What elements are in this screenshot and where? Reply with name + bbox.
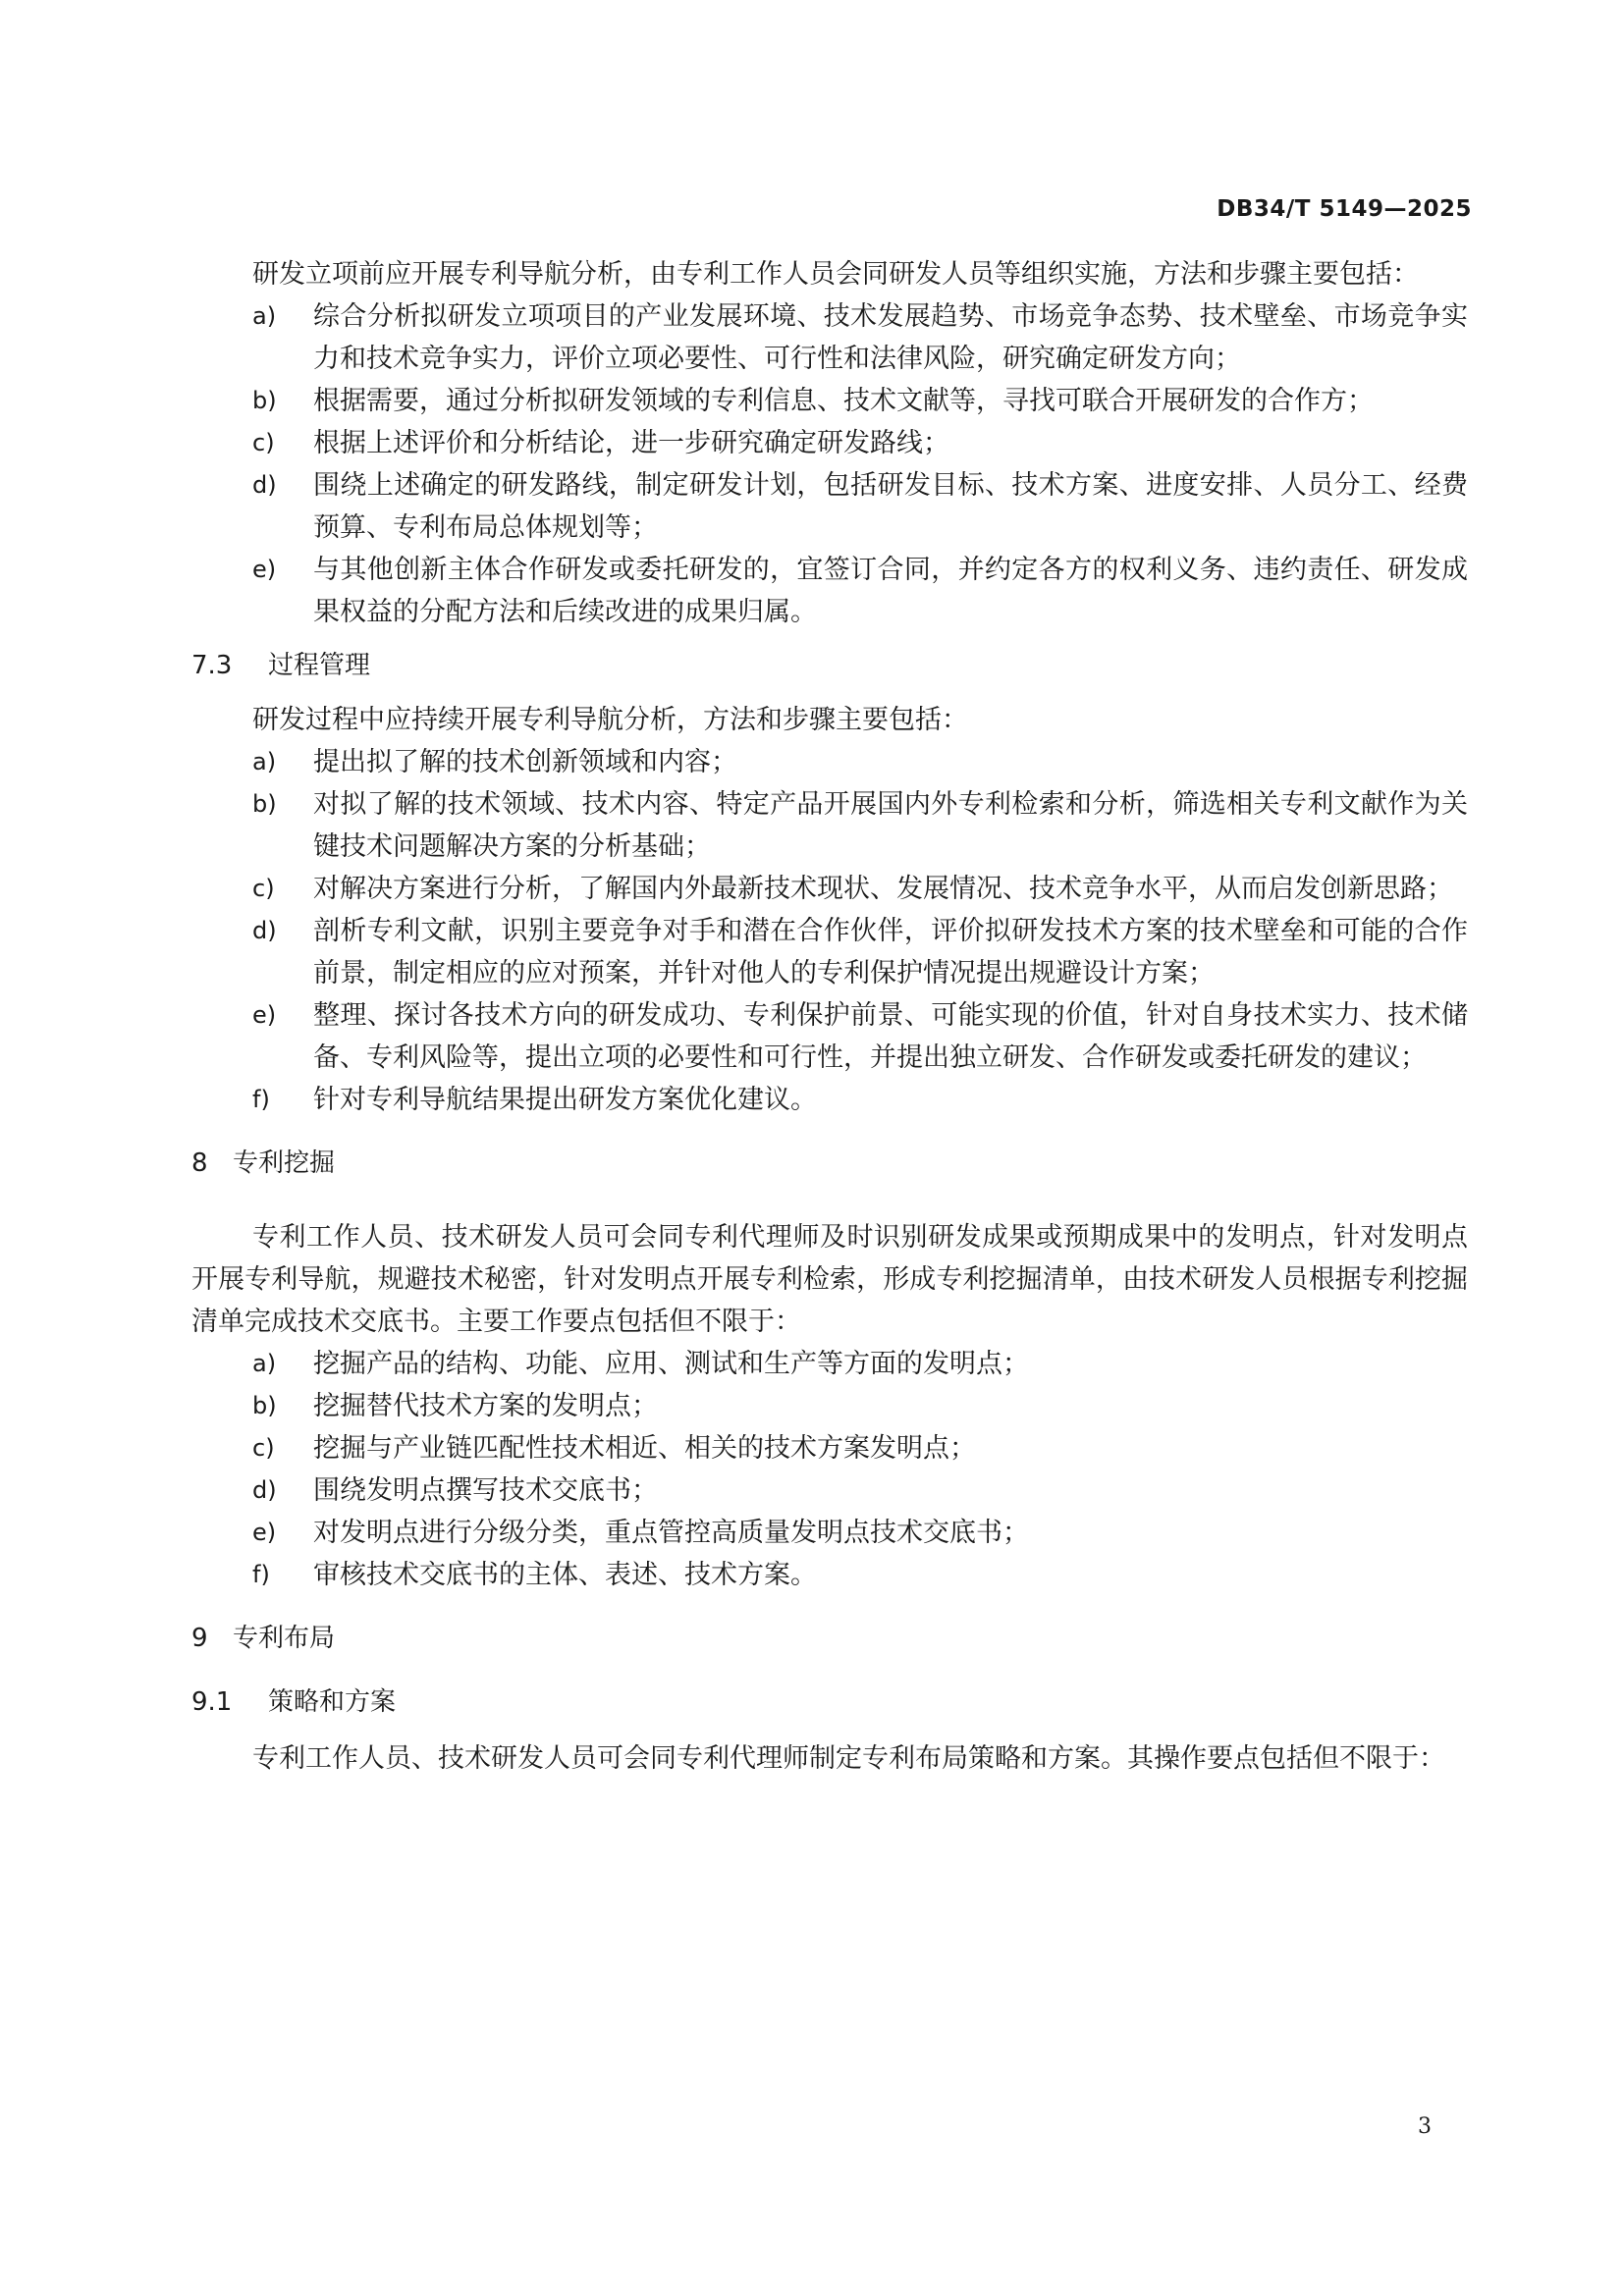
section-number: 9 xyxy=(191,1624,208,1653)
list-item xyxy=(191,868,1468,910)
list-item xyxy=(191,422,1468,464)
list xyxy=(191,741,1468,1121)
list-item xyxy=(191,295,1468,380)
list-item-text: 提出拟了解的技术创新领域和内容； xyxy=(313,747,737,777)
list-item-label: c) xyxy=(252,429,275,456)
list-item xyxy=(191,1385,1468,1427)
list-item-label: e) xyxy=(252,1001,277,1029)
list-item xyxy=(191,1512,1468,1554)
list-item-text: 挖掘与产业链匹配性技术相近、相关的技术方案发明点； xyxy=(313,1433,976,1464)
section-title: 专利布局 xyxy=(233,1624,336,1653)
list-item-text: 综合分析拟研发立项项目的产业发展环境、技术发展趋势、市场竞争态势、技术壁垒、市场竞争实力和技术竞争实力，评价立项必要性、可行性和法律风险，研究确定研发方向； xyxy=(313,301,1468,374)
list-item-text: 整理、探讨各技术方向的研发成功、专利保护前景、可能实现的价值，针对自身技术实力、技术储备、专利风险等，提出立项的必要性和可行性，并提出独立研发、合作研发或委托研发的建议； xyxy=(313,1000,1468,1073)
list-item-label: a) xyxy=(252,302,277,330)
list-item xyxy=(191,994,1468,1079)
list-item-text: 与其他创新主体合作研发或委托研发的，宜签订合同，并约定各方的权利义务、违约责任、研发成果权益的分配方法和后续改进的成果归属。 xyxy=(313,555,1468,627)
section-title: 策略和方案 xyxy=(268,1687,397,1717)
list-item-text: 针对专利导航结果提出研发方案优化建议。 xyxy=(313,1085,817,1115)
list xyxy=(191,1343,1468,1596)
paragraph: 专利工作人员、技术研发人员可会同专利代理师及时识别研发成果或预期成果中的发明点，针对发明点开展专利导航，规避技术秘密，针对发明点开展专利检索，形成专利挖掘清单，由技术研发人员根据专利挖掘清单完成技术交底书。主要工作要点包括但不限于： xyxy=(191,1222,1468,1337)
list-item-text: 审核技术交底书的主体、表述、技术方案。 xyxy=(313,1560,817,1590)
list-item-label: d) xyxy=(252,471,277,499)
list-item-text: 对解决方案进行分析，了解国内外最新技术现状、发展情况、技术竞争水平，从而启发创新思路； xyxy=(313,874,1453,904)
paragraph: 专利工作人员、技术研发人员可会同专利代理师制定专利布局策略和方案。其操作要点包括但不限于： xyxy=(252,1743,1445,1774)
list-item xyxy=(191,464,1468,549)
list-item-text: 根据上述评价和分析结论，进一步研究确定研发路线； xyxy=(313,428,949,458)
section-heading xyxy=(191,1618,1468,1660)
list-item xyxy=(191,1427,1468,1469)
document-code: DB34/T 5149—2025 xyxy=(1217,196,1472,222)
list-item-label: d) xyxy=(252,1476,277,1504)
list-item xyxy=(191,783,1468,868)
section-heading xyxy=(191,1143,1468,1185)
list-item-text: 对拟了解的技术领域、技术内容、特定产品开展国内外专利检索和分析，筛选相关专利文献作为关键技术问题解决方案的分析基础； xyxy=(313,789,1468,862)
section-title: 过程管理 xyxy=(268,651,371,680)
list-item-label: a) xyxy=(252,748,277,775)
list-item-label: b) xyxy=(252,1392,277,1419)
list-item xyxy=(191,380,1468,422)
list-item-label: b) xyxy=(252,387,277,414)
section-number: 7.3 xyxy=(191,651,233,680)
document-body xyxy=(191,253,1468,1780)
list-item xyxy=(191,1469,1468,1512)
list-item-label: c) xyxy=(252,1434,275,1462)
list-item xyxy=(191,1079,1468,1121)
paragraph: 研发过程中应持续开展专利导航分析，方法和步骤主要包括： xyxy=(252,705,968,735)
list-item xyxy=(191,549,1468,633)
list-item-text: 对发明点进行分级分类，重点管控高质量发明点技术交底书； xyxy=(313,1518,1029,1548)
list-item-label: f) xyxy=(252,1561,270,1588)
list-item-text: 根据需要，通过分析拟研发领域的专利信息、技术文献等，寻找可联合开展研发的合作方； xyxy=(313,386,1374,416)
section-number: 9.1 xyxy=(191,1687,233,1717)
list-item-text: 围绕上述确定的研发路线，制定研发计划，包括研发目标、技术方案、进度安排、人员分工、经费预算、专利布局总体规划等； xyxy=(313,470,1468,543)
list-item-label: a) xyxy=(252,1350,277,1377)
list-item-label: b) xyxy=(252,790,277,818)
list-item xyxy=(191,910,1468,994)
list-item-text: 挖掘产品的结构、功能、应用、测试和生产等方面的发明点； xyxy=(313,1349,1029,1379)
list-item xyxy=(191,741,1468,783)
list-item xyxy=(191,1554,1468,1596)
section-number: 8 xyxy=(191,1148,208,1178)
list-item-text: 围绕发明点撰写技术交底书； xyxy=(313,1475,658,1506)
list-item-label: e) xyxy=(252,1519,277,1546)
list-item-label: d) xyxy=(252,917,277,944)
list-item-label: f) xyxy=(252,1086,270,1113)
list xyxy=(191,295,1468,633)
list-item-text: 挖掘替代技术方案的发明点； xyxy=(313,1391,658,1421)
list-item xyxy=(191,1343,1468,1385)
list-item-label: e) xyxy=(252,556,277,583)
section-title: 专利挖掘 xyxy=(233,1148,336,1178)
section-heading xyxy=(191,645,1468,687)
paragraph: 研发立项前应开展专利导航分析，由专利工作人员会同研发人员等组织实施，方法和步骤主要包括： xyxy=(252,259,1419,290)
page-number: 3 xyxy=(1418,2114,1432,2139)
list-item-text: 剖析专利文献，识别主要竞争对手和潜在合作伙伴，评价拟研发技术方案的技术壁垒和可能的合作前景，制定相应的应对预案，并针对他人的专利保护情况提出规避设计方案； xyxy=(313,916,1468,988)
section-heading xyxy=(191,1682,1468,1724)
list-item-label: c) xyxy=(252,875,275,902)
